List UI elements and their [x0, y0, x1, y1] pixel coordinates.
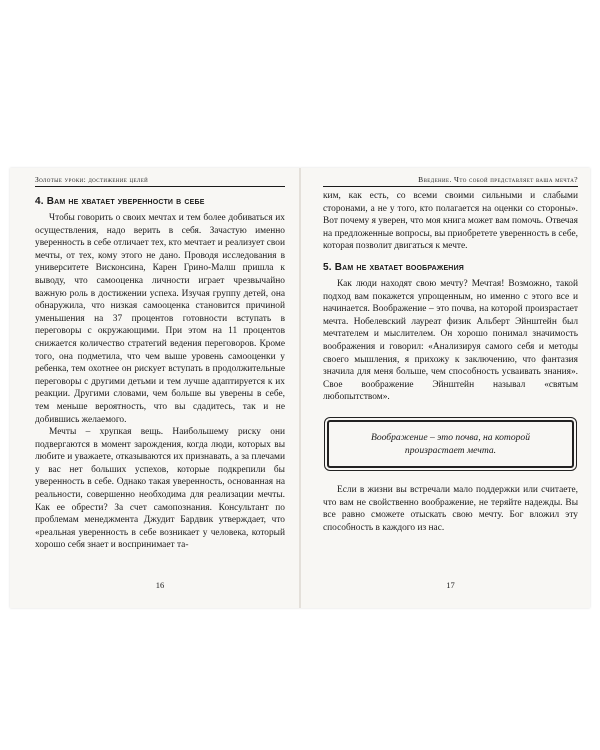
right-page — [323, 168, 578, 608]
body-paragraph: Мечты – хрупкая вещь. Наибольшему риску они подвергаются в момент зарождения, когда люди, которых вы любите и уважаете, отказываются их признавать, а за плечами у вас нет больших успехов, которые подкрепили бы уверенность в себе. Однако такая уверенность, основанная на реальности, совершенно необходима для реализации мечты. Как ее обрести? За счет самопознания. Консультант по проблемам менеджмента Джудит Бардвик утверждает, что «реальная уверенность в себе возникает у человека, который хорошо себя знает и воспринимает та- — [35, 427, 285, 551]
page-number: 17 — [446, 580, 455, 590]
pull-quote-line: Воображение – это почва, на которой — [370, 431, 531, 443]
page-number: 16 — [155, 580, 165, 590]
running-head: Введение. Что собой представляет ваша мечта? — [323, 175, 578, 187]
book-spread — [10, 168, 590, 608]
body-paragraph: Если в жизни вы встречали мало поддержки или считаете, что вам не свойственно воображение, не теряйте надежды. Вы все равно сможете отыскать свою мечту. Бог вложил эту способность в каждого из нас. — [323, 484, 578, 533]
section-heading: 4. Вам не хватает уверенности в себе — [35, 196, 205, 207]
continued-paragraph: ким, как есть, со всеми своими сильными и слабыми сторонами, а не у того, кто полагается на оценки со стороны». Вот почему я уверен, что моя книга может вам помочь. Отвечая на предложенные вопросы, вы приобретете уверенность в себе, которая позволит двигаться к мечте. — [323, 191, 578, 252]
pull-quote-box — [327, 420, 574, 468]
pull-quote-line: произрастает мечта. — [404, 444, 497, 456]
book-gutter — [299, 168, 301, 608]
section-heading: 5. Вам не хватает воображения — [323, 261, 465, 273]
body-paragraph: Как люди находят свою мечту? Мечтая! Возможно, такой подход вам покажется упрощенным, но именно с этого все и начинается. Воображение – это почва, на которой произрастает мечта. Нобелевский лауреат физик Альберт Эйнштейн был мечтателем и мыслителем. Он хорошо понимал значимость воображения и говорил: «Анализируя самого себя и методы своего мышления, я прихожу к заключению, что фантазия значила для меня больше, чем способность усваивать знания». Свое воображение Эйнштейн называл «святым любопытством». — [323, 278, 578, 403]
body-paragraph: Чтобы говорить о своих мечтах и тем более добиваться их осуществления, надо верить в себя. Зачастую именно уверенность в себе отличает тех, кто мечтает и реализует свои мечты, от тех, кому этого не дано. Проводя исследования в университете Висконсина, Карен Грино-Малш пришла к выводу, что самооценка личности играет чрезвычайно важную роль в достижении успеха. Изучая группу детей, она обнаружила, что низкая самооценка становится причиной уменьшения на 37 процентов готовности вступать в переговоры с окружающими. При этом на 11 процентов снижается количество стратегий ведения переговоров. Кроме того, она подметила, что чем выше уровень самооценки у ребенка, тем охотнее он рискует вступать в продолжительные переговоры с другими детьми и тем лучше адаптируется к их реакции. Другими словами, чем больше вы уверены в себе, тем меньше вероятность, что вы сдадитесь, так и не добившись желаемого. — [35, 213, 285, 425]
left-page — [35, 168, 285, 608]
right-text-block — [323, 190, 578, 534]
running-head: Золотые уроки: достижение целей — [35, 175, 285, 187]
left-text-block — [35, 196, 285, 552]
